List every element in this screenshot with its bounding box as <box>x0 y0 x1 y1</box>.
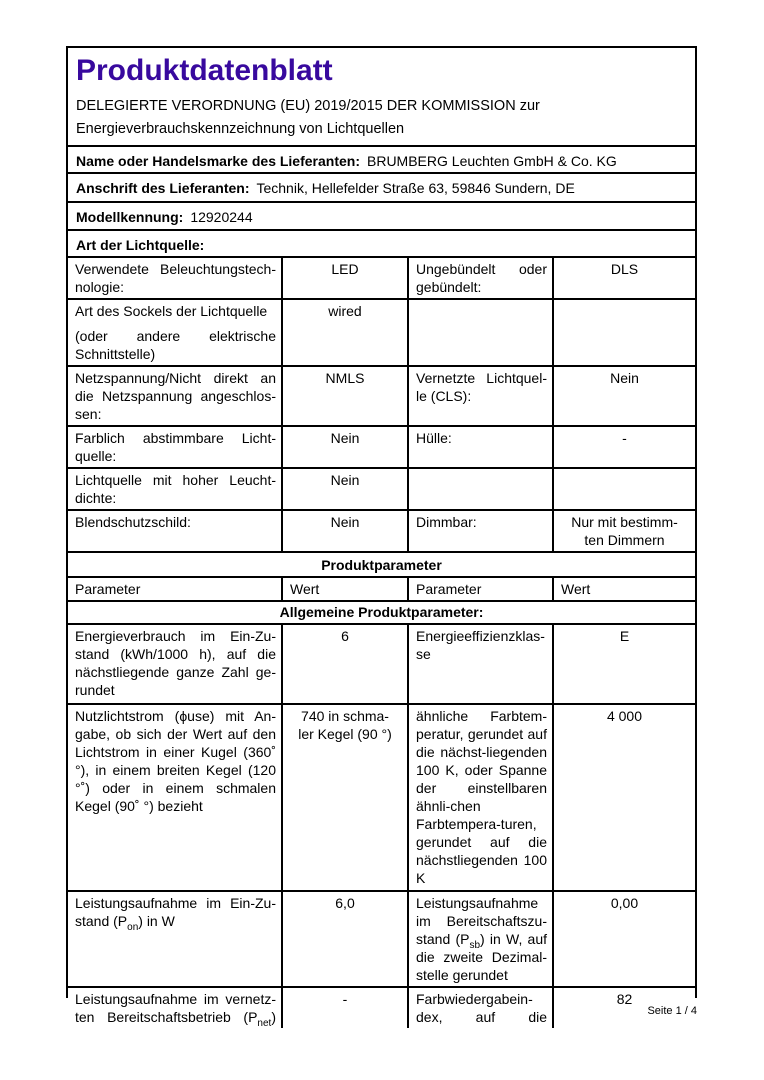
parameter-cell <box>407 300 552 365</box>
parameter-cell: Leistungsaufnahme im Bereitschaftszu-stand $(P_{sb})$ in W, auf die zweite Dezimal-stelle gerundet <box>407 892 552 986</box>
parameter-cell: Farbwiedergabein-dex, auf die <box>407 988 552 1028</box>
parameter-cell: Leistungsaufnahme im Ein-Zu-stand $(P_{on})$ in W <box>75 895 276 933</box>
column-header-wert: Wert <box>281 578 407 600</box>
param-header-row <box>68 576 695 600</box>
parameter-cell: Hülle: <box>407 427 552 467</box>
value-cell: 740 in schma- ler Kegel (90 °) <box>281 705 407 890</box>
model-id-label: Modellkennung: <box>76 209 184 225</box>
parameter-cell: Energieverbrauch im Ein-Zu-stand (kWh/1000 h), auf die nächstliegende ganze Zahl ge-rundet <box>75 628 276 698</box>
parameter-cell: Farblich abstimmbare Licht-quelle: <box>75 430 276 464</box>
param-table-row-clipped <box>68 986 695 1028</box>
parameter-cell: Nutzlichtstrom (ϕuse) mit An-gabe, ob sich der Wert auf den Lichtstrom in einer Kugel (360˚ °), in einem breiten Kegel (120 °˚) oder in einem schmalen Kegel (90˚ °) bezieht <box>75 708 276 814</box>
parameter-cell: Netzspannung/Nicht direkt an die Netzspannung angeschlos-sen: <box>75 370 276 422</box>
value-cell: Nein <box>281 511 407 551</box>
produktparameter-section-header: Produktparameter <box>68 551 695 576</box>
parameter-cell: Blendschutzschild: <box>75 514 191 530</box>
subtitle-line-2: Energieverbrauchskennzeichnung von Lichtquellen <box>76 121 405 137</box>
value-cell: NMLS <box>281 367 407 425</box>
supplier-name-label: Name oder Handelsmarke des Lieferanten: <box>76 153 360 169</box>
param-table-row <box>68 703 695 890</box>
page-number: Seite 1 / 4 <box>647 1005 697 1017</box>
light-table-row <box>68 467 695 509</box>
supplier-name-row <box>68 145 695 172</box>
param-table-row <box>68 890 695 986</box>
value-cell: wired <box>281 300 407 365</box>
value-cell: E <box>552 625 695 703</box>
light-table-row <box>68 365 695 425</box>
value-cell: 0,00 <box>552 892 695 986</box>
parameter-paragraph: (oder andere elektrische Schnittstelle) <box>75 328 276 362</box>
supplier-address-label: Anschrift des Lieferanten: <box>76 180 250 196</box>
light-table-row <box>68 425 695 467</box>
value-cell: 4 000 <box>552 705 695 890</box>
supplier-name-value: BRUMBERG Leuchten GmbH & Co. KG <box>367 153 617 169</box>
parameter-cell: Lichtquelle mit hoher Leucht-dichte: <box>75 472 276 506</box>
model-id-row <box>68 201 695 229</box>
parameter-cell: Energieeffizienzklas-se <box>407 625 552 703</box>
parameter-paragraph: Art des Sockels der Lichtquelle <box>75 303 268 319</box>
value-cell: Nur mit bestimm- ten Dimmern <box>552 511 695 551</box>
parameter-cell: Ungebündelt oder gebündelt: <box>407 258 552 298</box>
light-table-row <box>68 256 695 298</box>
parameter-cell <box>407 469 552 509</box>
value-cell: Nein <box>281 427 407 467</box>
value-cell: DLS <box>552 258 695 298</box>
supplier-address-value: Technik, Hellefelder Straße 63, 59846 Sundern, DE <box>256 180 575 196</box>
parameter-cell: Dimmbar: <box>407 511 552 551</box>
regulation-subtitle <box>76 95 687 141</box>
light-source-type-label: Art der Lichtquelle: <box>76 237 205 253</box>
header-row <box>68 48 695 145</box>
value-cell: 6 <box>281 625 407 703</box>
column-header-parameter: Parameter <box>407 578 552 600</box>
value-cell: - <box>281 988 407 1028</box>
column-header-wert: Wert <box>552 578 695 600</box>
parameter-cell: Leistungsaufnahme im vernetz-ten Bereitschaftsbetrieb $(P_{net})$ <box>75 991 276 1029</box>
value-cell: LED <box>281 258 407 298</box>
value-cell: - <box>552 427 695 467</box>
light-table-row <box>68 509 695 551</box>
allgemeine-produktparameter-header: Allgemeine Produktparameter: <box>68 600 695 623</box>
light-table-row <box>68 298 695 365</box>
value-cell: 6,0 <box>281 892 407 986</box>
value-cell <box>552 469 695 509</box>
supplier-address-row <box>68 172 695 201</box>
parameter-cell <box>68 300 281 365</box>
parameter-cell: Vernetzte Lichtquel-le (CLS): <box>407 367 552 425</box>
value-cell <box>552 300 695 365</box>
value-cell: 82 <box>552 988 695 1028</box>
parameter-cell: Verwendete Beleuchtungstech-nologie: <box>75 261 276 295</box>
column-header-parameter: Parameter <box>75 581 141 597</box>
value-cell: Nein <box>281 469 407 509</box>
value-cell: Nein <box>552 367 695 425</box>
model-id-value: 12920244 <box>190 209 253 225</box>
parameter-cell: ähnliche Farbtem-peratur, gerundet auf die nächst-liegenden 100 K, oder Spanne der einstellbaren ähnli-chen Farbtempera-turen, gerundet auf die nächstliegenden 100 K <box>407 705 552 890</box>
light-source-type-row <box>68 229 695 256</box>
subtitle-line-1: DELEGIERTE VERORDNUNG (EU) 2019/2015 DER KOMMISSION zur <box>76 98 540 114</box>
page-title: Produktdatenblatt <box>76 54 333 87</box>
param-table-row <box>68 623 695 703</box>
